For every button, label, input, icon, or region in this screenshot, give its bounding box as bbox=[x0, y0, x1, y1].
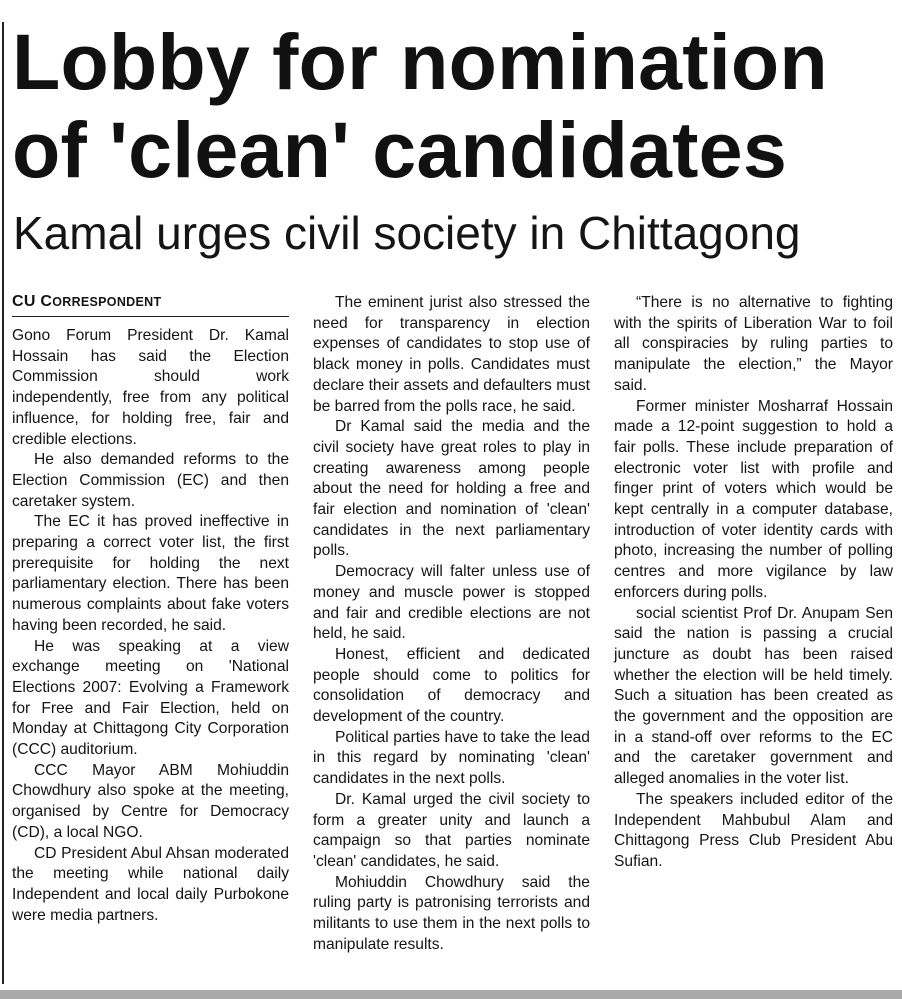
paragraph: CD President Abul Ahsan moderated the meeting while national daily Independent and local daily Purbokone were media partners. bbox=[12, 844, 289, 924]
byline-initials: CU bbox=[12, 293, 36, 310]
bottom-border-bar bbox=[0, 990, 902, 999]
byline-initial-c: C bbox=[40, 293, 53, 310]
paragraph: The eminent jurist also stressed the need for transparency in election expenses of candidates to stop use of black money in polls. Candidates must declare their assets and defaulters must be barred from the polls race, he said. bbox=[313, 294, 590, 415]
paragraph: Dr Kamal said the media and the civil society have great roles to play in creating awareness among people about the need for holding a free and fair election and nomination of 'clean' candidates in the next parliamentary polls. bbox=[313, 418, 590, 560]
left-column-rule bbox=[2, 22, 4, 984]
headline bbox=[12, 18, 898, 194]
headline-line-1: Lobby for nomination bbox=[12, 17, 828, 106]
paragraph: The EC it has proved ineffective in preparing a correct voter list, the first prerequisite for holding the next parliamentary election. There has been numerous complaints about fake voters having been recorded, he said. bbox=[12, 513, 289, 634]
article-column-1 bbox=[12, 292, 289, 926]
article-column-3 bbox=[614, 293, 893, 873]
paragraph: Political parties have to take the lead in this regard by nominating 'clean' candidates in the next polls. bbox=[313, 728, 590, 788]
paragraph: social scientist Prof Dr. Anupam Sen said the nation is passing a crucial juncture as doubt has been raised whether the election will be held timely. Such a situation has been created as the government and the opposition are in a stand-off over reforms to the EC and the caretaker government and alleged anomalies in the voter list. bbox=[614, 604, 893, 788]
byline-rest: ORRESPONDENT bbox=[52, 295, 162, 309]
byline bbox=[12, 292, 289, 317]
paragraph: CCC Mayor ABM Mohiuddin Chowdhury also spoke at the meeting, organised by Centre for Democracy (CD), a local NGO. bbox=[12, 761, 289, 841]
paragraph: Gono Forum President Dr. Kamal Hossain has said the Election Commission should work independently, free from any political influence, for holding free, fair and credible elections. bbox=[12, 327, 289, 448]
paragraph: Honest, efficient and dedicated people should come to politics for consolidation of democracy and development of the country. bbox=[313, 645, 590, 726]
paragraph: Mohiuddin Chowdhury said the ruling party is patronising terrorists and militants to use them in the next polls to manipulate results. bbox=[313, 873, 590, 953]
paragraph: He was speaking at a view exchange meeting on 'National Elections 2007: Evolving a Framework for Free and Fair Election, held on Monday at Chittagong City Corporation (CCC) auditorium. bbox=[12, 637, 289, 759]
subheadline: Kamal urges civil society in Chittagong bbox=[13, 207, 801, 259]
paragraph: Dr. Kamal urged the civil society to form a greater unity and launch a campaign so that parties nominate 'clean' candidates, he said. bbox=[313, 790, 590, 870]
paragraph: He also demanded reforms to the Election Commission (EC) and then caretaker system. bbox=[12, 451, 289, 510]
paragraph: The speakers included editor of the Independent Mahbubul Alam and Chittagong Press Club President Abu Sufian. bbox=[614, 790, 893, 870]
headline-line-2: of 'clean' candidates bbox=[12, 105, 787, 194]
article-column-2 bbox=[313, 293, 590, 956]
paragraph: Former minister Mosharraf Hossain made a 12-point suggestion to hold a fair polls. These include preparation of electronic voter list with profile and finger print of voters which would be kept centrally in a computer database, introduction of voter identity cards with photo, increasing the number of polling centres and more vigilance by law enforcers during polls. bbox=[614, 397, 893, 601]
paragraph: “There is no alternative to fighting with the spirits of Liberation War to foil all conspiracies by ruling parties to manipulate the election,” the Mayor said. bbox=[614, 294, 893, 394]
paragraph: Democracy will falter unless use of money and muscle power is stopped and fair and credible elections are not held, he said. bbox=[313, 563, 590, 643]
